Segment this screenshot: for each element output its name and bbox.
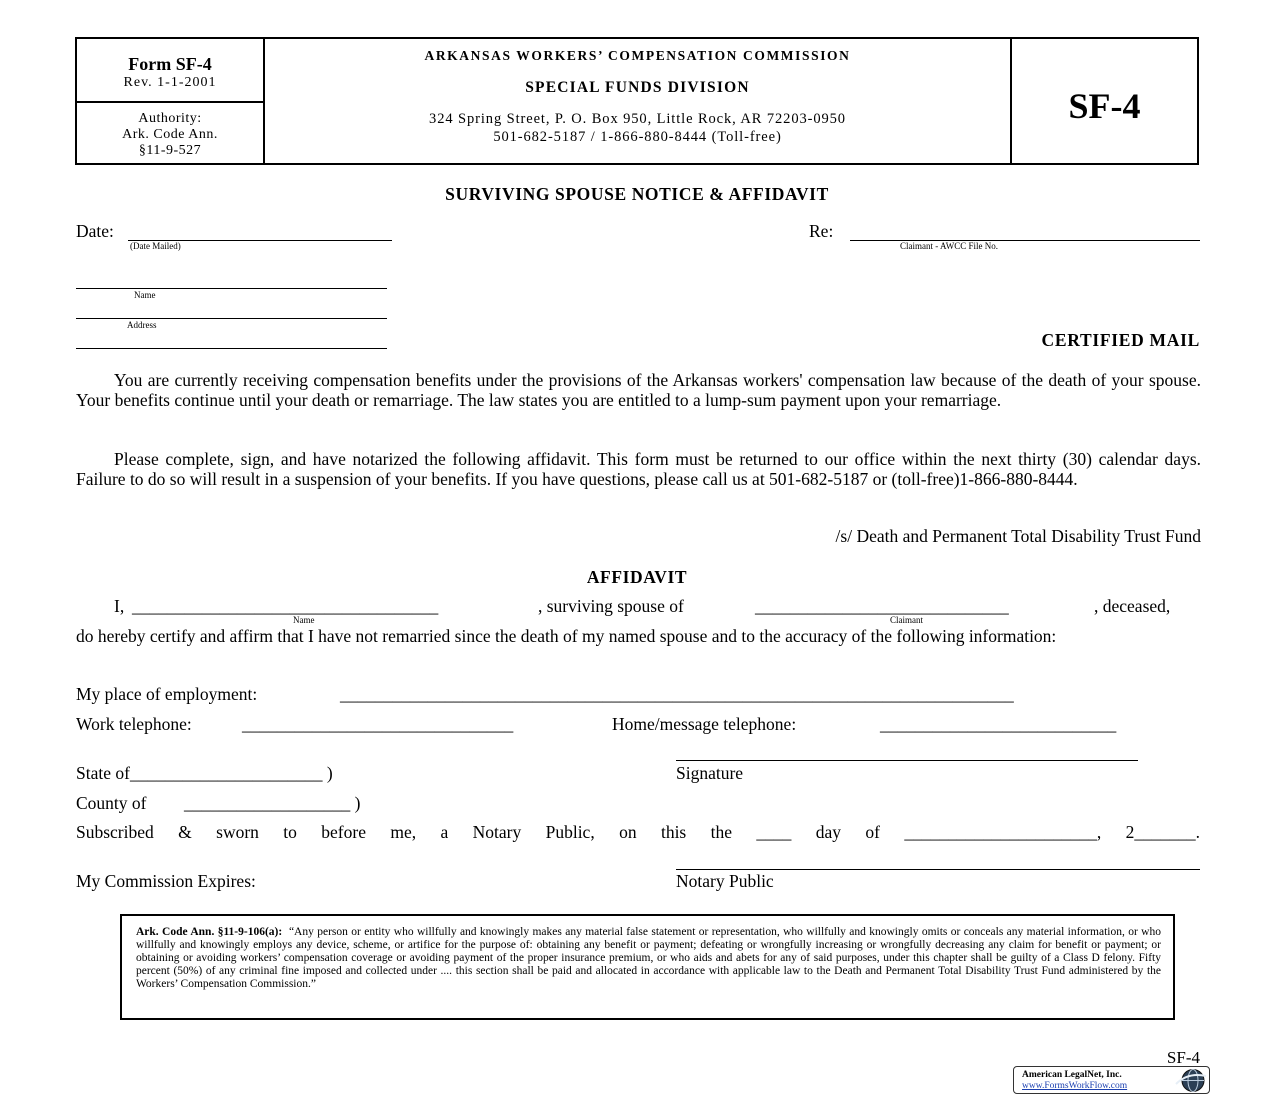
division-name: SPECIAL FUNDS DIVISION	[525, 79, 750, 96]
address-field-1[interactable]	[76, 318, 387, 319]
footer-page-code: SF-4	[1166, 1048, 1200, 1067]
notice-paragraph-1: You are currently receiving compensation benefits under the provisions of the Arkansas workers' compensation law because of the death of your spouse. Your benefits continue until your death or remarriage. The law states you are entitled to a lump-sum payment upon your remarriage.	[76, 370, 1201, 410]
authority-label: Authority:	[138, 111, 202, 126]
legal-text: “Any person or entity who willfully and knowingly makes any material false statement or representation, who willfully and knowingly omits or conceals any material information, or who willfully and knowingly employs any device, scheme, or artifice for the purpose of: obtaining any benefit or payment; defeating or wrongfully increasing or wrongfully decreasing any claim for benefit or payment; or obtaining or avoiding workers’ compensation coverage or avoiding payment of the proper insurance premium, or who aids and abets for any of said purposes, under this chapter shall be guilty of a Class D felony. Fifty percent (50%) of any criminal fine imposed and collected under .... this section shall be paid and allocated in accordance with applicable law to the Death and Permanent Total Disability Trust Fund administered by the Workers’ Compensation Commission.”	[136, 926, 1161, 990]
county-field[interactable]: ___________________ )	[184, 793, 361, 813]
county-label: County of	[76, 793, 147, 813]
employment-field[interactable]: _____________________________________________________________________________	[340, 684, 1014, 704]
form-code-cell	[1010, 39, 1197, 163]
publisher-name: American LegalNet, Inc.	[1022, 1070, 1122, 1080]
publisher-logo[interactable]	[1013, 1066, 1210, 1094]
form-revision: Rev. 1-1-2001	[123, 75, 217, 90]
re-hint: Claimant - AWCC File No.	[900, 241, 999, 251]
claimant-field[interactable]: _____________________________	[755, 596, 1009, 616]
affidavit-statement: do hereby certify and affirm that I have not remarried since the death of my named spouse and to the accuracy of the following information:	[76, 626, 1057, 646]
name-field[interactable]	[76, 288, 387, 289]
notice-paragraph-2: Please complete, sign, and have notarized the following affidavit. This form must be returned to our office within the next thirty (30) calendar days. Failure to do so will result in a suspension of your benefits. If you have questions, please call us at 501-682-5187 or (toll-free)1-866-880-8444.	[76, 449, 1201, 489]
surviving-spouse-of: , surviving spouse of	[538, 596, 684, 616]
date-label: Date:	[76, 221, 114, 241]
authority-block	[77, 111, 263, 159]
employment-label: My place of employment:	[76, 684, 258, 704]
agency-name: ARKANSAS WORKERS’ COMPENSATION COMMISSION	[424, 48, 851, 63]
authority-section: §11-9-527	[138, 143, 202, 158]
affiant-name-field[interactable]: ___________________________________	[132, 596, 439, 616]
notary-public-label: Notary Public	[676, 871, 774, 891]
legal-citation: Ark. Code Ann. §11-9-106(a):	[136, 926, 283, 938]
authority-code: Ark. Code Ann.	[122, 127, 218, 142]
date-hint: (Date Mailed)	[130, 241, 181, 251]
signed-by: /s/ Death and Permanent Total Disability Trust Fund	[835, 526, 1201, 546]
agency-cell	[265, 39, 1010, 163]
address-field-2[interactable]	[76, 348, 387, 349]
agency-phones: 501-682-5187 / 1-866-880-8444 (Toll-free)	[493, 129, 782, 145]
affidavit-heading: AFFIDAVIT	[586, 567, 688, 587]
form-code: SF-4	[1068, 86, 1141, 126]
form-header	[75, 37, 1199, 165]
signature-label: Signature	[676, 763, 744, 783]
work-phone-field[interactable]: _______________________________	[242, 714, 514, 734]
form-id: Form SF-4	[128, 54, 212, 74]
affiant-name-hint: Name	[293, 615, 315, 625]
deceased-text: , deceased,	[1094, 596, 1171, 616]
work-phone-label: Work telephone:	[76, 714, 192, 734]
re-label: Re:	[809, 221, 834, 241]
certified-mail: CERTIFIED MAIL	[1041, 330, 1200, 350]
address-hint: Address	[127, 320, 157, 330]
form-id-box	[77, 39, 263, 103]
claimant-hint: Claimant	[890, 615, 923, 625]
subscribed-sworn: Subscribed & sworn to before me, a Notary Public, on this the ____ day of ______________________, 2_______.	[76, 822, 1200, 842]
agency-address: 324 Spring Street, P. O. Box 950, Little Rock, AR 72203-0950	[429, 111, 846, 127]
publisher-website[interactable]: www.FormsWorkFlow.com	[1022, 1081, 1128, 1091]
form-id-cell	[77, 39, 265, 163]
home-phone-field[interactable]: ___________________________	[880, 714, 1117, 734]
state-field[interactable]: ______________________ )	[130, 763, 333, 783]
page-title: SURVIVING SPOUSE NOTICE & AFFIDAVIT	[445, 184, 829, 204]
name-hint: Name	[134, 290, 156, 300]
globe-icon	[1174, 1068, 1208, 1093]
commission-expires: My Commission Expires:	[76, 871, 256, 891]
state-label: State of	[76, 763, 130, 783]
home-phone-label: Home/message telephone:	[612, 714, 797, 734]
notary-signature-line[interactable]	[676, 869, 1200, 870]
affidavit-i: I,	[114, 596, 125, 616]
signature-line[interactable]	[676, 760, 1138, 761]
legal-notice-box	[120, 914, 1175, 1020]
